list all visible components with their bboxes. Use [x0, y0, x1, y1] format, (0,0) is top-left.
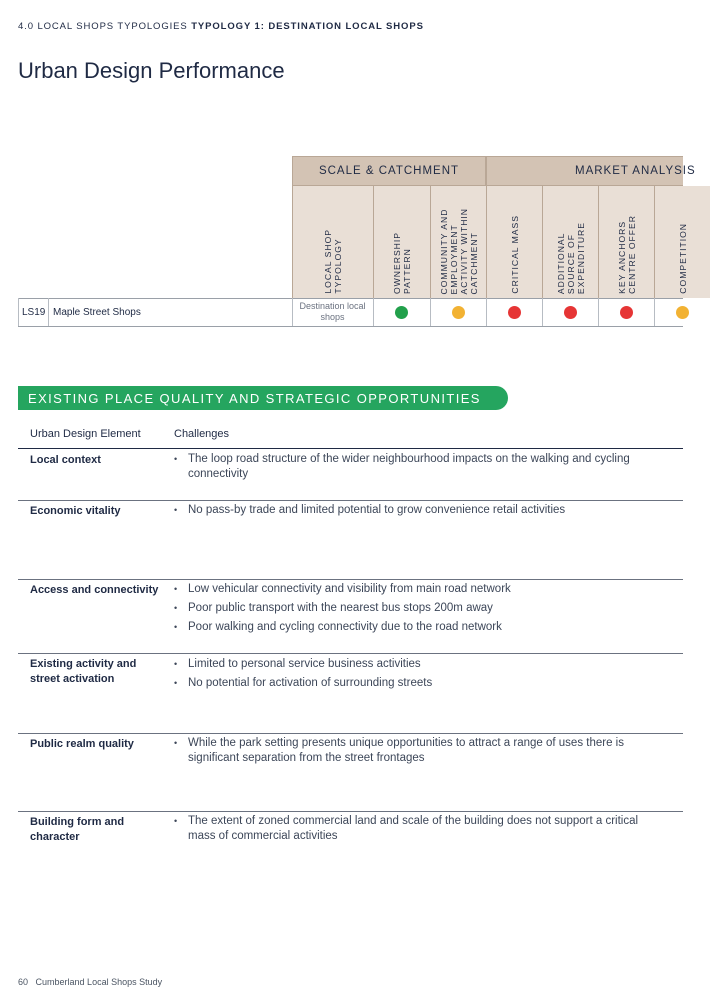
page-title: Urban Design Performance: [18, 58, 285, 83]
challenge-item: • No potential for activation of surrounding streets: [174, 676, 663, 691]
challenge-item: • Poor public transport with the nearest bus stops 200m away: [174, 601, 663, 616]
element-building-form: Building form and character: [30, 816, 125, 843]
column-header-community-employment: [430, 186, 486, 298]
section-banner-label: EXISTING PLACE QUALITY AND STRATEGIC OPPORTUNITIES: [28, 390, 481, 406]
element-divider: [18, 653, 683, 654]
group-header-market-analysis: [486, 156, 696, 186]
row-separator: [486, 298, 487, 326]
column-header-label: CRITICAL MASS: [509, 215, 520, 294]
column-title-challenges: Challenges: [174, 428, 230, 440]
challenges-existing-activity: [174, 657, 663, 695]
challenges-building-form: [174, 814, 663, 848]
column-header-ownership-pattern: [373, 186, 430, 298]
row-code: LS19: [22, 306, 46, 318]
column-header-label: ADDITIONAL SOURCE OF EXPENDITURE: [555, 221, 586, 294]
row-typology: Destination local shops: [299, 301, 366, 322]
column-header-label: COMPETITION: [677, 223, 688, 294]
column-header-key-anchors: [598, 186, 654, 298]
column-headers: [292, 186, 688, 298]
challenge-item: • Poor walking and cycling connectivity due to the road network: [174, 620, 663, 635]
breadcrumb-typology: TYPOLOGY 1: DESTINATION LOCAL SHOPS: [191, 21, 424, 32]
page-footer: [18, 977, 162, 987]
breadcrumb: [18, 21, 424, 32]
column-title-element: Urban Design Element: [30, 428, 141, 440]
row-separator: [542, 298, 543, 326]
row-separator: [598, 298, 599, 326]
element-divider: [18, 579, 683, 580]
row-separator: [430, 298, 431, 326]
column-header-label: LOCAL SHOP TYPOLOGY: [323, 229, 343, 294]
challenges-local-context: [174, 452, 663, 486]
column-header-additional-expenditure: [542, 186, 598, 298]
row-separator: [18, 298, 19, 326]
column-header-label: OWNERSHIP PATTERN: [392, 232, 412, 294]
row-separator: [654, 298, 655, 326]
column-header-critical-mass: [486, 186, 542, 298]
rating-dot-ownership-pattern: [395, 306, 408, 319]
challenge-item: • Low vehicular connectivity and visibility from main road network: [174, 582, 663, 597]
publication-name: Cumberland Local Shops Study: [35, 977, 163, 987]
row-separator: [48, 298, 49, 326]
element-economic-vitality: Economic vitality: [30, 505, 121, 517]
challenge-item: • No pass-by trade and limited potential to grow convenience retail activities: [174, 503, 663, 518]
challenges-economic-vitality: [174, 503, 663, 522]
challenge-item: • The loop road structure of the wider neighbourhood impacts on the walking and cycling connectivity: [174, 452, 663, 482]
challenge-item: • Limited to personal service business activities: [174, 657, 663, 672]
row-name: Maple Street Shops: [53, 306, 141, 318]
element-divider: [18, 500, 683, 501]
challenges-access-connectivity: [174, 582, 663, 639]
rating-dot-community-employment: [452, 306, 465, 319]
challenges-public-realm-quality: [174, 736, 663, 770]
column-header-competition: [654, 186, 710, 298]
column-header-label: COMMUNITY AND EMPLOYMENT ACTIVITY WITHIN CATCHMENT: [438, 207, 479, 294]
element-divider: [18, 811, 683, 812]
rating-dot-key-anchors: [620, 306, 633, 319]
rating-dot-additional-expenditure: [564, 306, 577, 319]
section-banner: [18, 386, 508, 410]
column-header-label: KEY ANCHORS CENTRE OFFER: [616, 215, 637, 294]
group-header-scale-catchment: [292, 156, 486, 186]
element-public-realm-quality: Public realm quality: [30, 738, 134, 750]
table-row-bottom-border: [18, 326, 683, 327]
challenge-item: • While the park setting presents unique opportunities to attract a range of uses there is significant separation from the street frontages: [174, 736, 663, 766]
element-local-context: Local context: [30, 454, 101, 466]
row-separator: [373, 298, 374, 326]
rating-dot-critical-mass: [508, 306, 521, 319]
row-separator: [292, 298, 293, 326]
header-rule: [18, 448, 683, 449]
element-divider: [18, 733, 683, 734]
group-header-label: SCALE & CATCHMENT: [318, 165, 460, 177]
element-existing-activity: Existing activity and street activation: [30, 658, 137, 685]
column-header-local-shop-typology: [292, 186, 373, 298]
group-header-label: MARKET ANALYSIS: [575, 165, 696, 177]
element-access-connectivity: Access and connectivity: [30, 584, 159, 596]
breadcrumb-section: 4.0 LOCAL SHOPS TYPOLOGIES: [18, 21, 188, 32]
rating-dot-competition: [676, 306, 689, 319]
page-number: 60: [18, 977, 29, 987]
challenge-item: • The extent of zoned commercial land and scale of the building does not support a critical mass of commercial activities: [174, 814, 663, 844]
